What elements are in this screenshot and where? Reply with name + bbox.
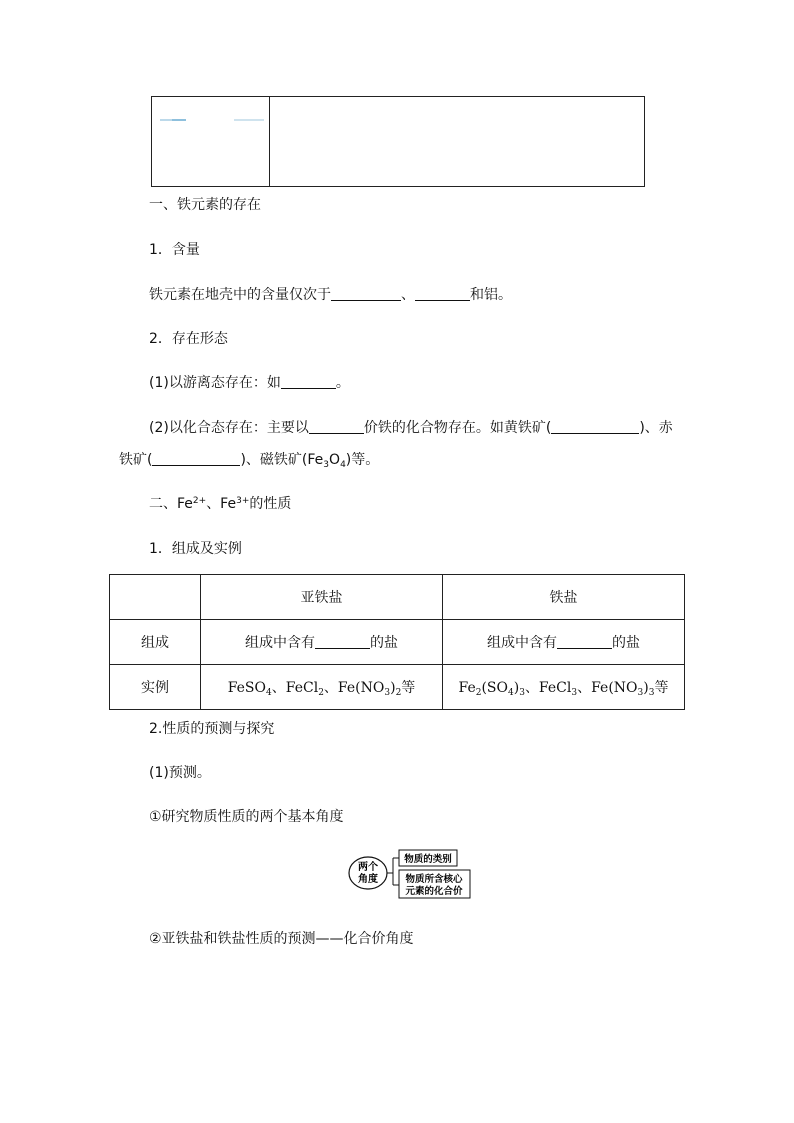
diagram-box-category-label: 物质的类别	[404, 854, 452, 865]
table-row	[110, 665, 685, 710]
section2-heading: 二、$Fe^{2+}$、$Fe^{3+}$的性质	[149, 496, 292, 512]
faint-mark	[234, 119, 264, 121]
table-row	[110, 620, 685, 665]
fill-blank[interactable]	[557, 634, 612, 649]
fill-blank[interactable]	[315, 634, 370, 649]
item-form-title: 2．存在形态	[149, 331, 228, 347]
ferrous-example-cell: FeSO$_4$、FeCl$_2$、$Fe(NO_3)_2$等	[201, 665, 443, 710]
diagram-center-line1: 两个	[358, 862, 378, 873]
ferric-example-cell: $Fe_2(SO_4)_3$、FeCl$_3$、$Fe(NO_3)_3$等	[443, 665, 685, 710]
table-row	[110, 575, 685, 620]
table-header-cell: 亚铁盐	[201, 575, 443, 620]
table-header-cell: 铁盐	[443, 575, 685, 620]
header-box-divider	[269, 97, 270, 186]
row-label: 组成	[110, 620, 201, 665]
angle-title: ①研究物质性质的两个基本角度	[149, 809, 344, 825]
combined-state-sentence: (2)以化合态存在：主要以 价铁的化合物存在。如黄铁矿( )、赤	[149, 420, 673, 436]
row-label: 实例	[110, 665, 201, 710]
table-cell: 组成中含有 的盐	[201, 620, 443, 665]
fill-blank[interactable]	[331, 286, 401, 301]
salt-comparison-table	[109, 574, 685, 710]
diagram-box-valence-line1: 物质所含核心	[405, 874, 463, 885]
diagram-center-line2: 角度	[358, 874, 378, 885]
item-property-title: 2.性质的预测与探究	[149, 721, 275, 737]
item-content-title: 1．含量	[149, 242, 200, 258]
content-sentence: 铁元素在地壳中的含量仅次于 、 和铝。	[149, 287, 512, 303]
fill-blank[interactable]	[309, 419, 364, 434]
combined-state-sentence-line2: 铁矿( )、磁铁矿$(Fe_3O_4)$等。	[119, 452, 380, 470]
fill-blank[interactable]	[281, 374, 336, 389]
section1-heading: 一、铁元素的存在	[149, 197, 261, 213]
table-cell: 组成中含有 的盐	[443, 620, 685, 665]
item-composition-title: 1．组成及实例	[149, 541, 242, 557]
faint-mark	[172, 119, 186, 121]
free-state-sentence: (1)以游离态存在：如 。	[149, 375, 350, 391]
fill-blank[interactable]	[415, 286, 470, 301]
fill-blank[interactable]	[551, 419, 639, 434]
fill-blank[interactable]	[152, 451, 240, 466]
table-header-cell	[110, 575, 201, 620]
predict2-title: ②亚铁盐和铁盐性质的预测——化合价角度	[149, 931, 414, 947]
predict-title: (1)预测。	[149, 765, 211, 781]
header-box	[151, 96, 645, 187]
diagram-box-valence-line2: 元素的化合价	[405, 886, 463, 897]
two-angles-diagram	[346, 848, 476, 900]
